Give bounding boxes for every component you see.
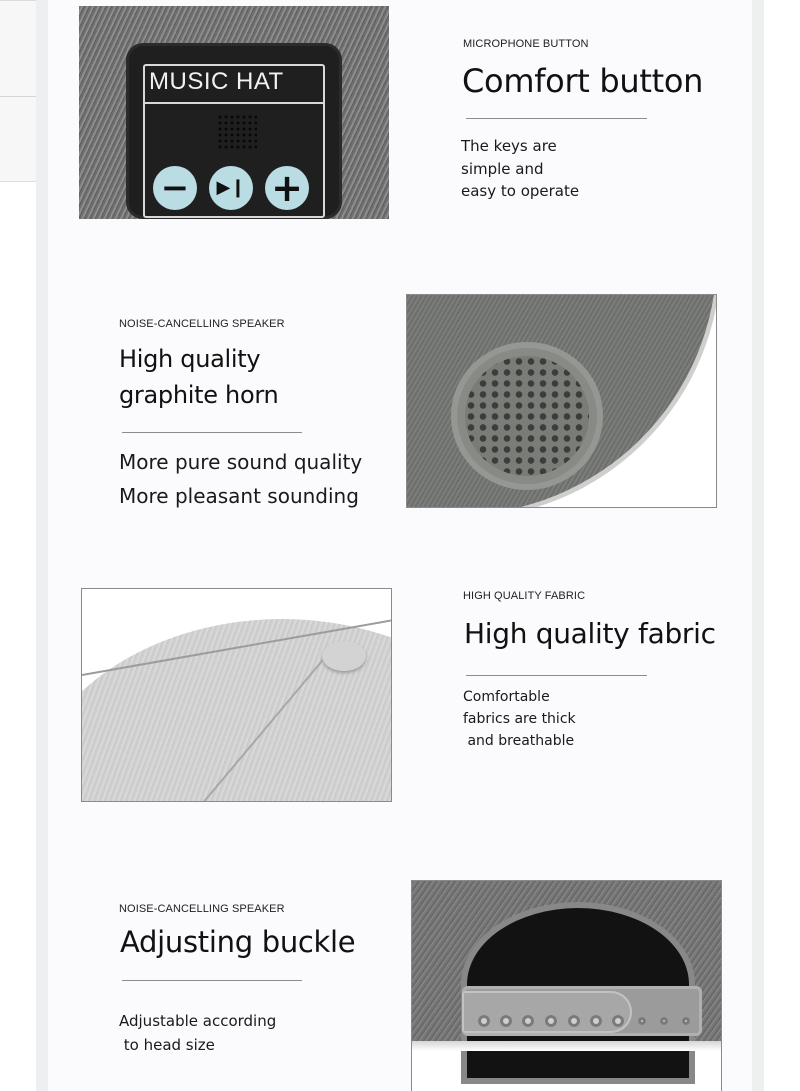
speaker-grille-icon [451,342,603,490]
play-pause-icon: ▶❙ [209,166,253,210]
description-line: and breathable [463,733,575,749]
strap-hole-icon [478,1015,490,1027]
section-divider [122,980,302,981]
strap-hole-icon [568,1015,580,1027]
description-line: The keys are [461,137,557,155]
section-divider [122,432,302,433]
microphone-holes-icon [217,114,257,150]
buckle-photo [411,880,722,1091]
description-line: Comfortable [463,689,550,705]
description-line: More pleasant sounding [119,484,359,508]
section-caption: NOISE-CANCELLING SPEAKER [119,903,285,915]
strap-hole-icon [545,1015,557,1027]
strap-overlap [462,991,632,1033]
section-description [119,1009,276,1057]
section-title [119,341,278,413]
section-description [461,135,579,203]
plus-icon: + [265,166,309,210]
speaker-photo [406,294,717,508]
cap-top-button [322,641,366,671]
description-line: Adjustable according [119,1012,277,1030]
strap-peg-icon [660,1017,668,1025]
section-divider [466,675,647,676]
description-line: More pure sound quality [119,450,363,474]
strap-hole-icon [500,1015,512,1027]
description-line: fabrics are thick [463,711,576,727]
section-title: High quality fabric [464,617,716,650]
description-line: to head size [119,1036,215,1054]
title-line: High quality [119,345,261,373]
strap-hole-icon [612,1015,624,1027]
section-caption: NOISE-CANCELLING SPEAKER [119,318,285,330]
description-line: simple and [461,159,544,178]
left-edge-strip [36,0,48,1091]
section-divider [466,118,647,119]
fabric-photo [81,588,392,802]
patch-border [143,64,325,218]
section-description [119,445,362,513]
title-line: graphite horn [119,381,279,409]
right-margin [764,0,800,1091]
patch-divider [145,102,323,104]
strap-peg-icon [638,1017,646,1025]
strap-peg-icon [682,1017,690,1025]
section-caption: MICROPHONE BUTTON [463,38,589,50]
section-title: Adjusting buckle [120,925,356,959]
section-title: Comfort button [462,62,704,100]
music-hat-patch-photo [79,6,389,219]
section-description [463,686,576,752]
section-caption: HIGH QUALITY FABRIC [463,590,586,602]
strap-hole-icon [522,1015,534,1027]
speaker-mesh [465,356,589,476]
strap-shadow [412,1041,722,1051]
right-edge-strip [752,0,764,1091]
description-line: easy to operate [461,182,580,200]
strap-hole-icon [590,1015,602,1027]
control-patch [129,46,339,216]
minus-icon: − [153,166,197,210]
patch-label: MUSIC HAT [149,68,284,95]
